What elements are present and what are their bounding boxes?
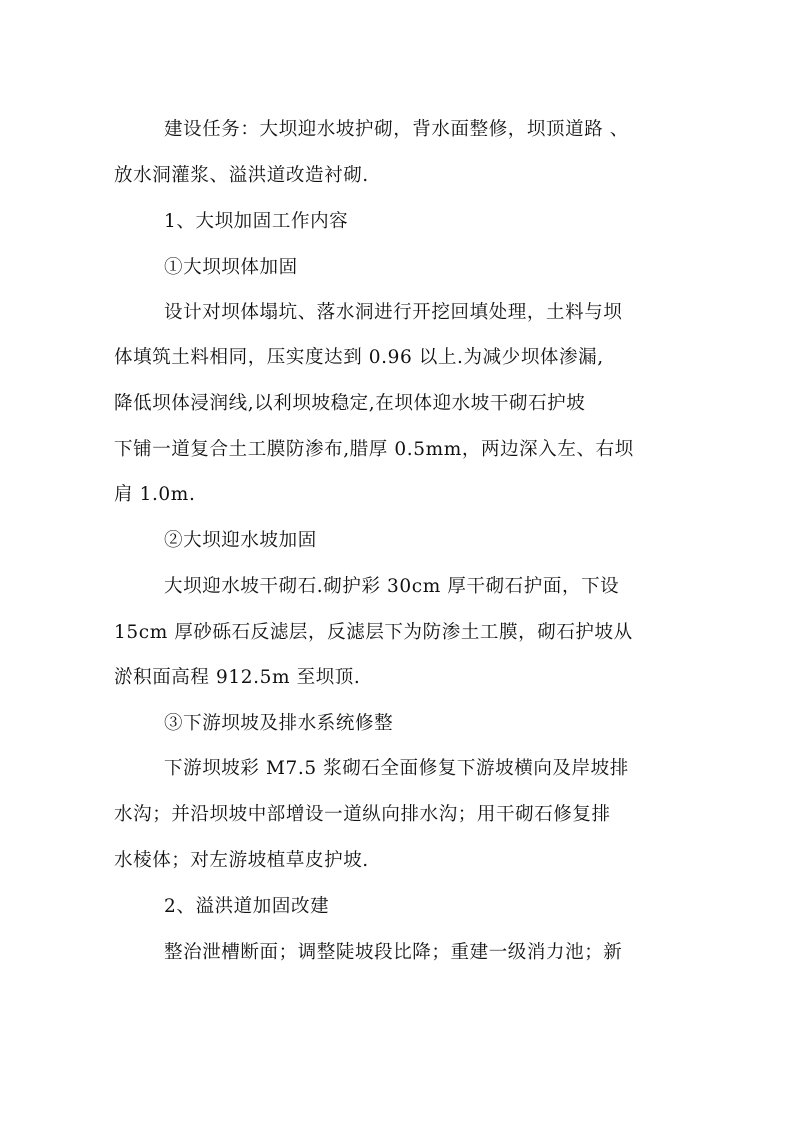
paragraph-dam-body-cont: 下铺一道复合土工膜防渗布,腊厚 0.5mm，两边深入左、右坝 <box>114 439 634 460</box>
paragraph-dam-body: 设计对坝体塌坑、落水洞进行开挖回填处理，土料与坝 <box>164 302 623 323</box>
paragraph-upstream-slope: 大坝迎水坡干砌石.砌护彩 30cm 厚干砌石护面，下设 <box>164 576 620 597</box>
paragraph-downstream-slope: 下游坝坡彩 M7.5 浆砌石全面修复下游坡横向及岸坡排 <box>164 758 629 779</box>
paragraph-construction-tasks-cont: 放水洞灌浆、溢洪道改造衬砌. <box>114 165 369 186</box>
paragraph-dam-body-cont: 肩 1.0m. <box>114 484 196 505</box>
subheading-upstream-slope: ②大坝迎水坡加固 <box>164 530 317 551</box>
section-heading-dam-reinforcement: 1、大坝加固工作内容 <box>164 211 349 232</box>
section-heading-spillway: 2、溢洪道加固改建 <box>164 896 330 917</box>
paragraph-construction-tasks: 建设任务：大坝迎水坡护砌，背水面整修，坝顶道路 、 <box>164 119 629 140</box>
paragraph-upstream-slope-cont: 15cm 厚砂砾石反滤层，反滤层下为防渗土工膜，砌石护坡从 <box>114 622 633 643</box>
paragraph-dam-body-cont: 降低坝体浸润线,以利坝坡稳定,在坝体迎水坡干砌石护坡 <box>114 393 586 414</box>
subheading-dam-body: ①大坝坝体加固 <box>164 257 298 278</box>
subheading-downstream-slope: ③下游坝坡及排水系统修整 <box>164 713 394 734</box>
paragraph-downstream-slope-cont: 水棱体；对左游坡植草皮护坡. <box>114 850 369 871</box>
paragraph-downstream-slope-cont: 水沟；并沿坝坡中部增设一道纵向排水沟；用干砌石修复排 <box>114 804 611 825</box>
paragraph-spillway: 整治泄槽断面；调整陡坡段比降；重建一级消力池；新 <box>164 942 623 963</box>
paragraph-dam-body-cont: 体填筑土料相同，压实度达到 0.96 以上.为减少坝体渗漏, <box>114 347 604 368</box>
paragraph-upstream-slope-cont: 淤积面高程 912.5m 至坝顶. <box>114 667 361 688</box>
